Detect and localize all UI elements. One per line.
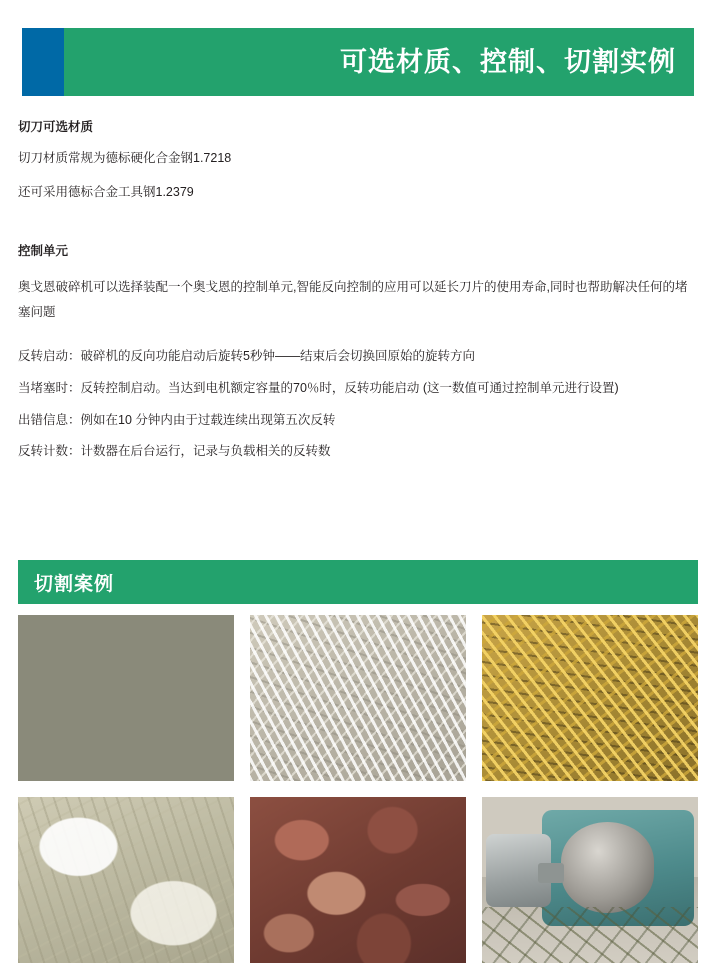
blade-material-line-2: 还可采用德标合金工具钢1.2379 — [18, 184, 194, 199]
food-waste-photo — [18, 615, 234, 781]
control-item-reverse-counter: 反转计数：计数器在后台运行，记录与负载相关的反转数 — [18, 444, 331, 459]
control-item-error-message: 出错信息：例如在10 分钟内由于过载连续出现第五次反转 — [18, 412, 336, 427]
header-accent-block — [22, 28, 64, 96]
cases-section-bar — [18, 560, 698, 604]
header-title-bar — [64, 28, 694, 96]
case-image-grid — [18, 615, 698, 963]
blade-material-heading: 切刀可选材质 — [18, 120, 94, 134]
shredder-machine-photo — [482, 797, 698, 963]
document-body — [18, 120, 698, 476]
control-item-reverse-start: 反转启动：破碎机的反向功能启动后旋转5秒钟——结束后会切换回原始的旋转方向 — [18, 349, 475, 364]
floor-debris — [482, 907, 698, 963]
cases-section-title: 切割案例 — [34, 573, 115, 595]
section-spacer — [18, 218, 698, 244]
straw-photo — [482, 615, 698, 781]
shredded-wood-photo — [250, 615, 466, 781]
machine-shaft — [538, 863, 564, 883]
page-title: 可选材质、控制、切割实例 — [340, 46, 676, 77]
list-spacer — [18, 335, 698, 349]
meat-scraps-photo — [250, 797, 466, 963]
page-header — [22, 28, 694, 96]
control-item-blockage: 当堵塞时：反转控制启动。当达到电机额定容量的70％时，反转功能启动 (这一数值可通过控制单元进行设置) — [18, 380, 619, 395]
control-unit-heading: 控制单元 — [18, 244, 69, 259]
wet-pulp-photo — [18, 797, 234, 963]
control-unit-paragraph: 奥戈恩破碎机可以选择装配一个奥戈恩的控制单元,智能反向控制的应用可以延长刀片的使用寿命,同时也帮助解决任何的堵塞问题 — [18, 280, 688, 320]
blade-material-line-1: 切刀材质常规为德标硬化合金钢1.7218 — [18, 151, 232, 165]
